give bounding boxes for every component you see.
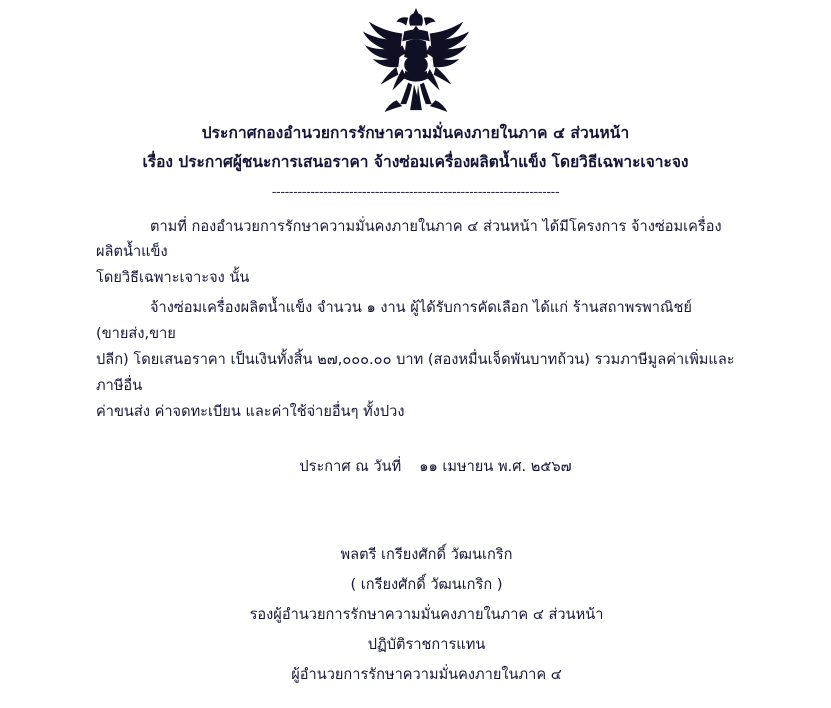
signatory-position-2: ปฏิบัติราชการแทน — [367, 635, 486, 653]
date-value: ๑๑ เมษายน พ.ศ. ๒๕๖๗ — [419, 458, 572, 476]
title-line-1: ประกาศกองอำนวยการรักษาความมั่นคงภายในภาค ๔ ส่วนหน้า — [201, 124, 630, 142]
signatory-name-paren: ( เกรียงศักดิ์ วัฒนเกริก ) — [350, 576, 503, 594]
paragraph-1-line-2: โดยวิธีเฉพาะเจาะจง นั้น — [96, 269, 250, 287]
paragraph-1-line-1: ตามที่ กองอำนวยการรักษาความมั่นคงภายในภาค ๔ ส่วนหน้า ได้มีโครงการ จ้างซ่อมเครื่องผลิตน้ำแข็ง — [96, 217, 722, 261]
title-line-2: เรื่อง ประกาศผู้ชนะการเสนอราคา จ้างซ่อมเครื่องผลิตน้ำแข็ง โดยวิธีเฉพาะเจาะจง — [142, 153, 689, 172]
signatory-position-3: ผู้อำนวยการรักษาความมั่นคงภายในภาค ๔ — [291, 665, 562, 683]
paragraph-1 — [96, 214, 745, 292]
document-body — [0, 214, 831, 690]
paragraph-2-line-3: ค่าขนส่ง ค่าจดทะเบียน และค่าใช้จ่ายอื่นๆ ทั้งปวง — [96, 403, 405, 421]
garuda-emblem — [357, 6, 475, 114]
signatory-name: พลตรี เกรียงศักดิ์ วัฒนเกริก — [340, 546, 513, 564]
paragraph-2 — [96, 295, 745, 425]
signatory-position-1: รองผู้อำนวยการรักษาความมั่นคงภายในภาค ๔ ส่วนหน้า — [249, 606, 604, 624]
signature-block — [96, 540, 745, 690]
paragraph-2-line-2: ปลีก) โดยเสนอราคา เป็นเงินทั้งสิ้น ๒๗,๐๐๐.๐๐ บาท (สองหมื่นเจ็ดพันบาทถ้วน) รวมภาษีมูลค่าเพิ่มและภาษีอื่น — [96, 351, 735, 395]
paragraph-2-line-1: จ้างซ่อมเครื่องผลิตน้ำแข็ง จำนวน ๑ งาน ผู้ได้รับการคัดเลือก ได้แก่ ร้านสถาพรพาณิชย์ (ขายส่ง,ขาย — [96, 299, 692, 343]
emblem-container — [0, 0, 831, 114]
document-title — [0, 122, 831, 175]
title-divider: ------------------------------------------------------------------- — [271, 184, 560, 200]
date-prefix: ประกาศ ณ วันที่ — [299, 458, 402, 476]
announcement-date-line — [96, 455, 745, 478]
